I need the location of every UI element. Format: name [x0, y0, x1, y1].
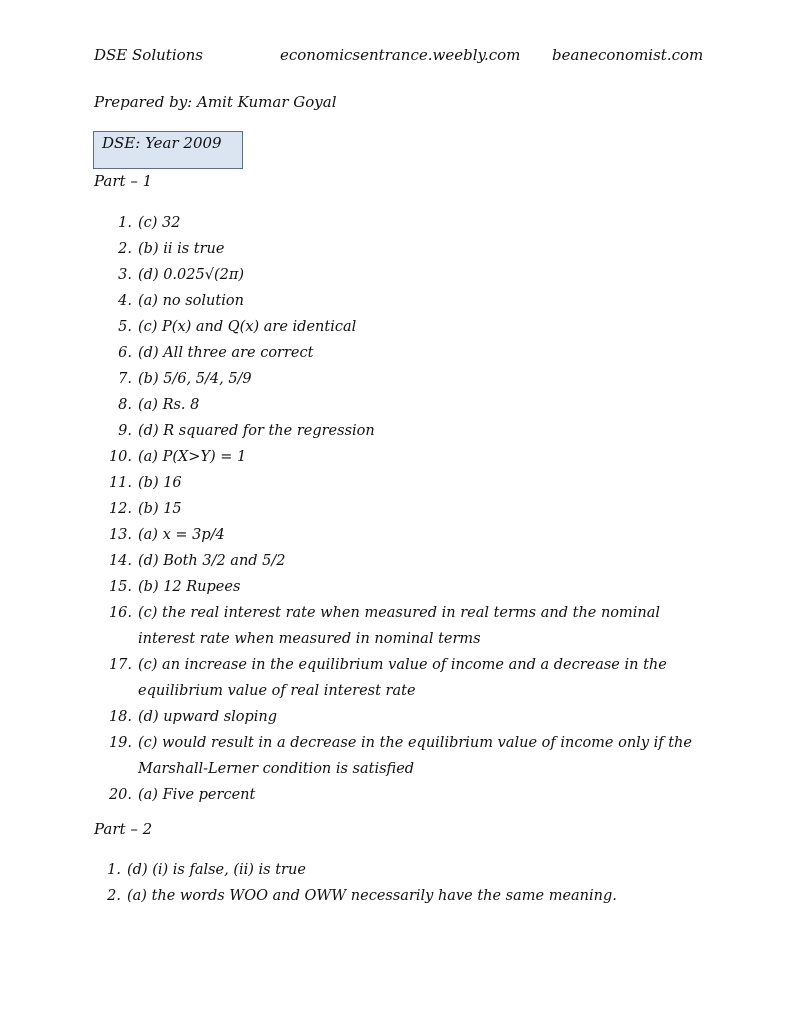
page-header	[94, 46, 714, 66]
item-answer: (d) 0.025√(2π)	[138, 267, 245, 283]
item-answer: (a) P(X>Y) = 1	[138, 449, 247, 465]
item-number: 6.	[118, 345, 132, 361]
list-item	[0, 236, 708, 262]
item-number: 8.	[118, 397, 132, 413]
item-answer: (b) ii is true	[138, 241, 225, 257]
item-number: 4.	[118, 293, 132, 309]
list-item	[0, 288, 708, 314]
list-item	[0, 314, 708, 340]
item-answer: (a) the words WOO and OWW necessarily have the same meaning.	[127, 888, 617, 904]
item-number: 12.	[108, 501, 132, 517]
item-number: 2.	[107, 888, 121, 904]
list-item	[0, 444, 708, 470]
item-answer: (a) Five percent	[138, 787, 256, 803]
item-number: 11.	[108, 475, 132, 491]
list-item	[0, 548, 708, 574]
item-answer: (a) no solution	[138, 293, 244, 309]
part-2-heading: Part – 2	[94, 820, 153, 838]
item-answer: (b) 5/6, 5/4, 5/9	[138, 371, 252, 387]
item-answer: (a) x = 3p/4	[138, 527, 225, 543]
item-answer: (c) P(x) and Q(x) are identical	[138, 319, 357, 335]
part-1-answer-list	[0, 210, 708, 808]
item-number: 2.	[118, 241, 132, 257]
item-number: 1.	[118, 215, 132, 231]
list-item	[0, 392, 708, 418]
item-answer: (c) the real interest rate when measured in real terms and the nominal interest rate when measured in nominal terms	[138, 605, 661, 647]
header-url-weebly: economicsentrance.weebly.com	[280, 46, 521, 64]
list-item	[0, 522, 708, 548]
list-item	[0, 782, 708, 808]
header-url-beaneconomist: beaneconomist.com	[552, 46, 704, 64]
item-answer: (b) 16	[138, 475, 182, 491]
item-answer: (d) upward sloping	[138, 709, 278, 725]
item-number: 16.	[108, 605, 132, 621]
list-item	[0, 574, 708, 600]
item-number: 13.	[108, 527, 132, 543]
list-item	[0, 340, 708, 366]
item-answer: (b) 15	[138, 501, 182, 517]
item-number: 9.	[118, 423, 132, 439]
item-number: 5.	[118, 319, 132, 335]
item-answer: (a) Rs. 8	[138, 397, 200, 413]
list-item	[0, 600, 708, 652]
list-item	[0, 470, 708, 496]
item-answer: (d) All three are correct	[138, 345, 314, 361]
list-item	[0, 857, 707, 883]
part-2-answer-list	[0, 857, 707, 909]
list-item	[0, 262, 708, 288]
item-answer: (c) an increase in the equilibrium value of income and a decrease in the equilibrium value of real interest rate	[138, 657, 667, 699]
item-answer: (c) 32	[138, 215, 181, 231]
header-site-name: DSE Solutions	[94, 46, 203, 64]
item-number: 14.	[108, 553, 132, 569]
item-answer: (d) (i) is false, (ii) is true	[127, 862, 306, 878]
item-number: 20.	[108, 787, 132, 803]
year-title: DSE: Year 2009	[102, 134, 222, 152]
list-item	[0, 496, 708, 522]
item-number: 7.	[118, 371, 132, 387]
item-number: 3.	[118, 267, 132, 283]
item-answer: (b) 12 Rupees	[138, 579, 241, 595]
item-number: 17.	[108, 657, 132, 673]
year-title-box	[93, 131, 243, 169]
item-number: 1.	[107, 862, 121, 878]
list-item	[0, 210, 708, 236]
list-item	[0, 704, 708, 730]
list-item	[0, 366, 708, 392]
list-item	[0, 730, 708, 782]
prepared-by: Prepared by: Amit Kumar Goyal	[94, 93, 337, 111]
item-number: 10.	[108, 449, 132, 465]
item-answer: (c) would result in a decrease in the equilibrium value of income only if the Marshall-Lerner condition is satisfied	[138, 735, 692, 777]
item-answer: (d) R squared for the regression	[138, 423, 375, 439]
list-item	[0, 652, 708, 704]
item-number: 18.	[108, 709, 132, 725]
list-item	[0, 418, 708, 444]
item-number: 19.	[108, 735, 132, 751]
part-1-heading: Part – 1	[94, 172, 153, 190]
item-number: 15.	[108, 579, 132, 595]
item-answer: (d) Both 3/2 and 5/2	[138, 553, 286, 569]
list-item	[0, 883, 707, 909]
